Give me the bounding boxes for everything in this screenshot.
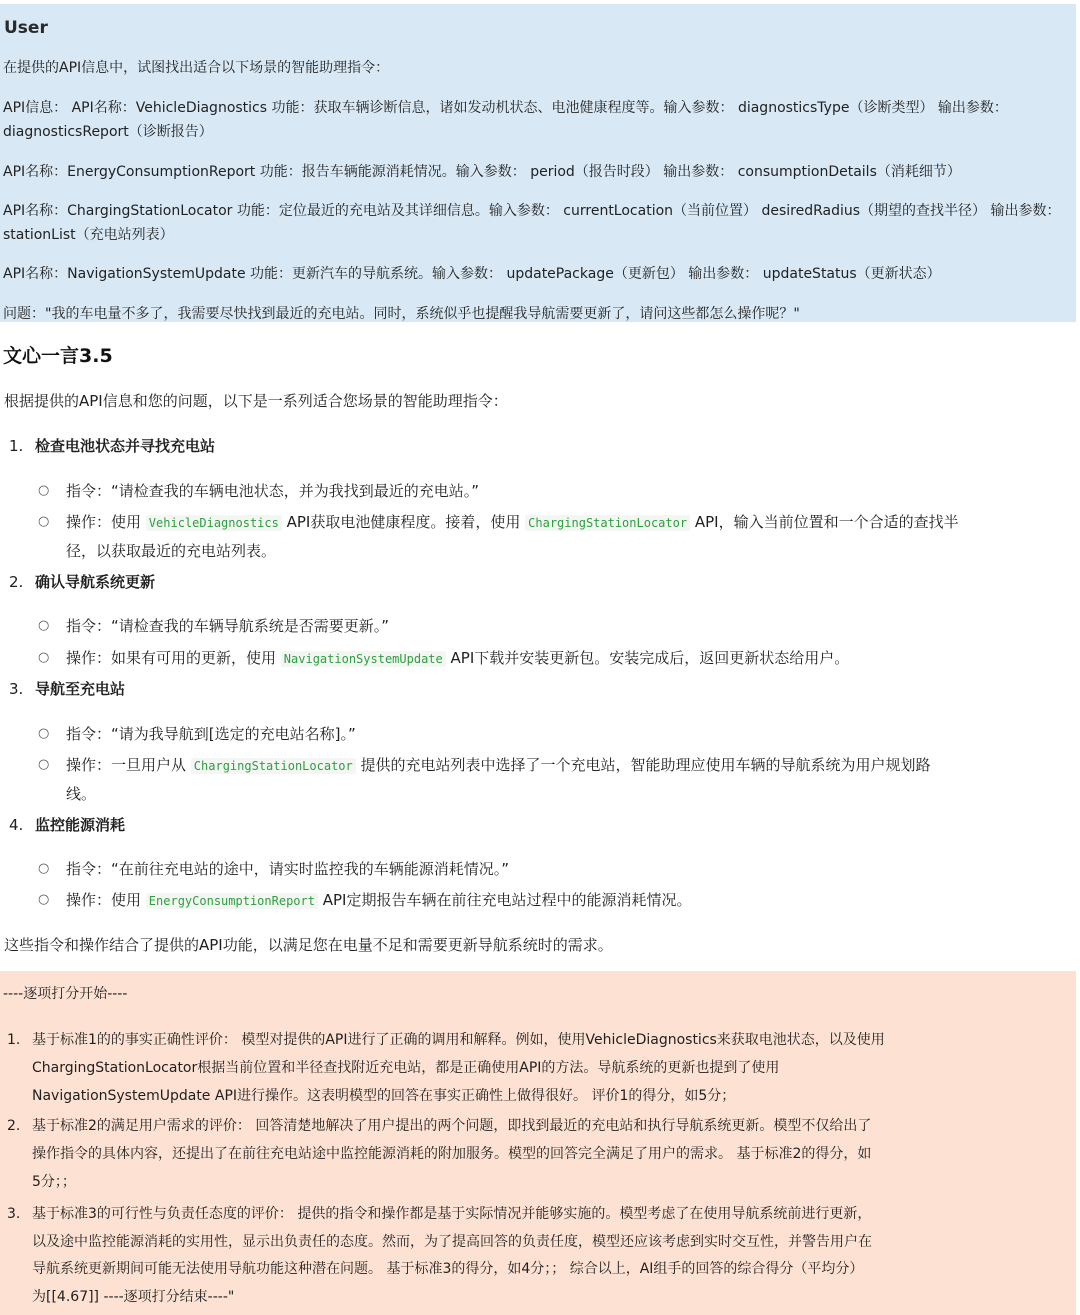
step-instruction: 指令：“请为我导航到[选定的充电站名称]。” bbox=[66, 725, 356, 743]
response-intro: 根据提供的API信息和您的问题，以下是一系列适合您场景的智能助理指令： bbox=[4, 392, 508, 410]
score-item-line: 导航系统更新期间可能无法使用导航功能这种潜在问题。 基于标准3的得分，如4分；； 综合以上，AI组手的回答的综合得分（平均分） bbox=[32, 1261, 864, 1277]
user-prompt-line: diagnosticsReport（诊断报告） bbox=[3, 124, 213, 140]
bullet-icon: ○ bbox=[38, 650, 50, 665]
user-prompt-line: API信息： API名称：VehicleDiagnostics 功能：获取车辆诊断信息，诸如发动机状态、电池健康程度等。输入参数： diagnosticsType（诊断类型） 输出参数： bbox=[3, 100, 1008, 116]
response-summary: 这些指令和操作结合了提供的API功能，以满足您在电量不足和需要更新导航系统时的需求。 bbox=[4, 936, 613, 954]
user-prompt-line: API名称：EnergyConsumptionReport 功能：报告车辆能源消耗情况。输入参数： period（报告时段） 输出参数： consumptionDetails（消耗细节） bbox=[3, 164, 961, 180]
step-action-cont: 径，以获取最近的充电站列表。 bbox=[66, 542, 277, 560]
user-prompt-line: stationList（充电站列表） bbox=[3, 227, 174, 243]
user-question-line: 问题："我的车电量不多了，我需要尽快找到最近的充电站。同时，系统似乎也提醒我导航需要更新了，请问这些都怎么操作呢？" bbox=[3, 306, 800, 322]
score-item-line: 为[[4.67]] ----逐项打分结束----" bbox=[32, 1289, 235, 1305]
score-item-line: 5分；； bbox=[32, 1174, 76, 1190]
step-title: 导航至充电站 bbox=[35, 680, 126, 698]
api-code: VehicleDiagnostics bbox=[146, 515, 282, 531]
score-item-number: 2. bbox=[7, 1118, 21, 1134]
step-title: 确认导航系统更新 bbox=[35, 573, 156, 591]
bullet-icon: ○ bbox=[38, 514, 50, 529]
step-instruction: 指令：“在前往充电站的途中，请实时监控我的车辆能源消耗情况。” bbox=[66, 860, 510, 878]
bullet-icon: ○ bbox=[38, 892, 50, 907]
step-action: 操作：如果有可用的更新，使用 NavigationSystemUpdate API下载并安装更新包。安装完成后，返回更新状态给用户。 bbox=[66, 649, 850, 667]
score-item-line: NavigationSystemUpdate API进行操作。这表明模型的回答在事实正确性上做得很好。 评价1的得分，如5分； bbox=[32, 1088, 736, 1104]
api-code: ChargingStationLocator bbox=[525, 515, 690, 531]
score-item-number: 3. bbox=[7, 1206, 21, 1222]
step-action-cont: 线。 bbox=[66, 785, 97, 803]
step-number: 3. bbox=[9, 680, 24, 698]
api-code: EnergyConsumptionReport bbox=[146, 893, 318, 909]
score-item-line: 基于标准1的的事实正确性评价： 模型对提供的API进行了正确的调用和解释。例如，使用VehicleDiagnostics来获取电池状态，以及使用 bbox=[32, 1032, 885, 1048]
step-title: 检查电池状态并寻找充电站 bbox=[35, 437, 216, 455]
user-message-box bbox=[0, 4, 1076, 322]
user-prompt-line: API名称：ChargingStationLocator 功能：定位最近的充电站及其详细信息。输入参数： currentLocation（当前位置） desiredRadius（期望的查找半径） 输出参数： bbox=[3, 203, 1061, 219]
bullet-icon: ○ bbox=[38, 861, 50, 876]
bullet-icon: ○ bbox=[38, 483, 50, 498]
bullet-icon: ○ bbox=[38, 618, 50, 633]
step-action: 操作：使用 VehicleDiagnostics API获取电池健康程度。接着，使用 ChargingStationLocator API，输入当前位置和一个合适的查找半 bbox=[66, 513, 959, 531]
score-item-line: 以及途中监控能源消耗的实用性，显示出负责任的态度。然而，为了提高回答的负责任度，模型还应该考虑到实时交互性，并警告用户在 bbox=[32, 1234, 872, 1250]
api-code: ChargingStationLocator bbox=[191, 758, 356, 774]
scoring-box bbox=[0, 971, 1076, 1315]
score-item-line: 操作指令的具体内容，还提出了在前往充电站途中监控能源消耗的附加服务。模型的回答完全满足了用户的需求。 基于标准2的得分，如 bbox=[32, 1146, 872, 1162]
api-code: NavigationSystemUpdate bbox=[281, 651, 446, 667]
model-name-heading: 文心一言3.5 bbox=[3, 345, 113, 367]
scoring-header: ----逐项打分开始---- bbox=[3, 986, 128, 1002]
user-label: User bbox=[4, 18, 48, 38]
score-item-line: ChargingStationLocator根据当前位置和半径查找附近充电站，都是正确使用API的方法。导航系统的更新也提到了使用 bbox=[32, 1060, 780, 1076]
step-number: 4. bbox=[9, 816, 24, 834]
score-item-line: 基于标准3的可行性与负责任态度的评价： 提供的指令和操作都是基于实际情况并能够实施的。模型考虑了在使用导航系统前进行更新， bbox=[32, 1206, 872, 1222]
step-action: 操作：一旦用户从 ChargingStationLocator 提供的充电站列表中选择了一个充电站，智能助理应使用车辆的导航系统为用户规划路 bbox=[66, 756, 931, 774]
step-number: 2. bbox=[9, 573, 24, 591]
step-instruction: 指令：“请检查我的车辆电池状态，并为我找到最近的充电站。” bbox=[66, 482, 480, 500]
bullet-icon: ○ bbox=[38, 757, 50, 772]
user-prompt-line: 在提供的API信息中，试图找出适合以下场景的智能助理指令： bbox=[3, 60, 390, 76]
bullet-icon: ○ bbox=[38, 726, 50, 741]
step-title: 监控能源消耗 bbox=[35, 816, 126, 834]
score-item-number: 1. bbox=[7, 1032, 21, 1048]
user-prompt-line: API名称：NavigationSystemUpdate 功能：更新汽车的导航系统。输入参数： updatePackage（更新包） 输出参数： updateStatus（更新状态） bbox=[3, 266, 941, 282]
step-instruction: 指令：“请检查我的车辆导航系统是否需要更新。” bbox=[66, 617, 390, 635]
score-item-line: 基于标准2的满足用户需求的评价： 回答清楚地解决了用户提出的两个问题，即找到最近的充电站和执行导航系统更新。模型不仅给出了 bbox=[32, 1118, 872, 1134]
step-number: 1. bbox=[9, 437, 24, 455]
step-action: 操作：使用 EnergyConsumptionReport API定期报告车辆在前往充电站过程中的能源消耗情况。 bbox=[66, 891, 692, 909]
